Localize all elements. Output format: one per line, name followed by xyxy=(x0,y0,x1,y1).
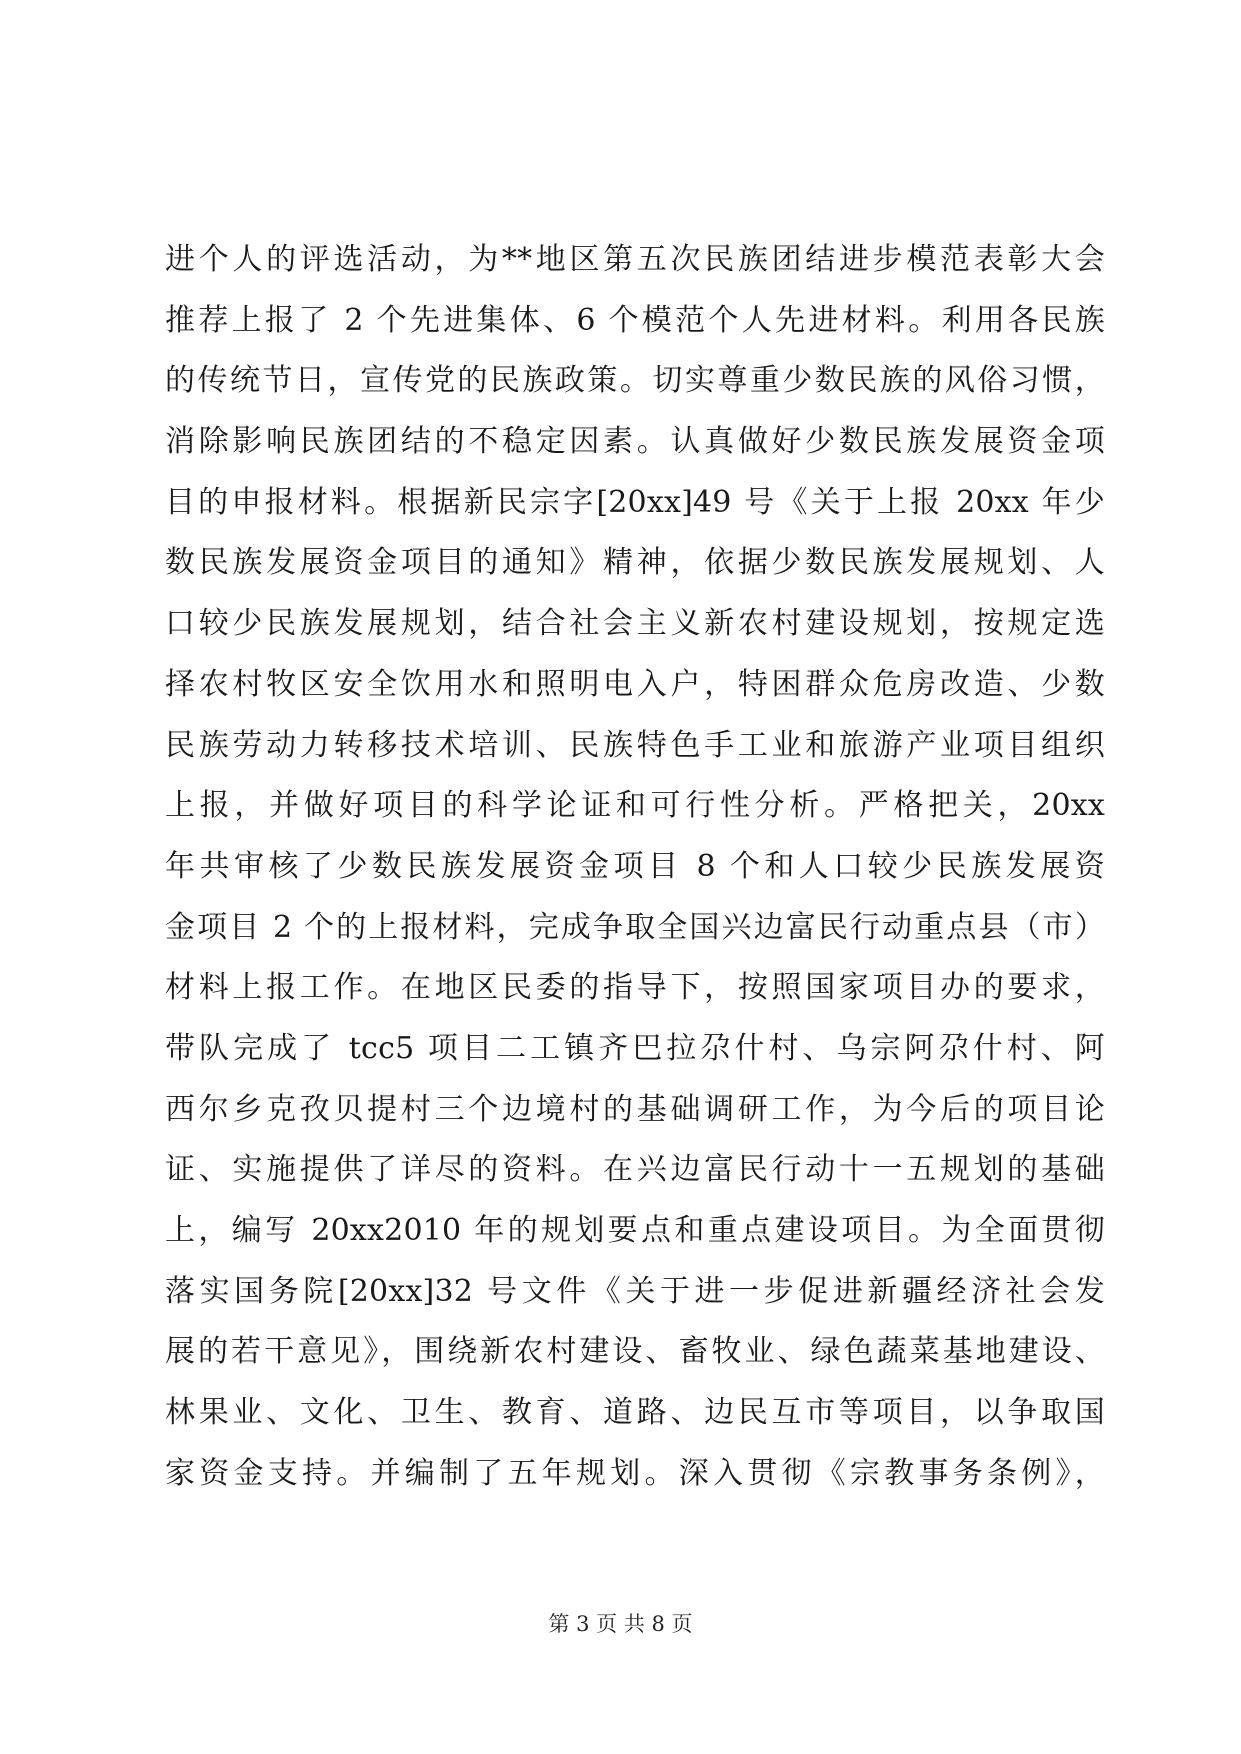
text-line-5: 目的申报材料。根据新民宗字[20xx]49 号《关于上报 20xx 年少 xyxy=(165,484,1105,520)
text-line-4: 消除影响民族团结的不稳定因素。认真做好少数民族发展资金项 xyxy=(165,424,1105,460)
text-line-13: 材料上报工作。在地区民委的指导下，按照国家项目办的要求， xyxy=(165,970,1105,1006)
text-line-21: 家资金支持。并编制了五年规划。深入贯彻《宗教事务条例》， xyxy=(165,1455,1105,1491)
text-line-15: 西尔乡克孜贝提村三个边境村的基础调研工作，为今后的项目论 xyxy=(165,1091,1105,1127)
text-line-19: 展的若干意见》，围绕新农村建设、畜牧业、绿色蔬菜基地建设、 xyxy=(165,1334,1105,1370)
text-line-9: 民族劳动力转移技术培训、民族特色手工业和旅游产业项目组织 xyxy=(165,727,1105,763)
text-line-14: 带队完成了 tcc5 项目二工镇齐巴拉尕什村、乌宗阿尕什村、阿 xyxy=(165,1030,1105,1066)
text-line-20: 林果业、文化、卫生、教育、道路、边民互市等项目，以争取国 xyxy=(165,1395,1105,1431)
text-line-1: 进个人的评选活动，为**地区第五次民族团结进步模范表彰大会 xyxy=(165,242,1105,277)
text-line-8: 择农村牧区安全饮用水和照明电入户，特困群众危房改造、少数 xyxy=(165,666,1105,702)
text-line-17: 上，编写 20xx2010 年的规划要点和重点建设项目。为全面贯彻 xyxy=(165,1213,1105,1248)
body-text xyxy=(165,230,1105,1504)
text-line-18: 落实国务院[20xx]32 号文件《关于进一步促进新疆经济社会发 xyxy=(165,1273,1105,1309)
text-line-6: 数民族发展资金项目的通知》精神，依据少数民族发展规划、人 xyxy=(165,545,1105,581)
text-line-3: 的传统节日，宣传党的民族政策。切实尊重少数民族的风俗习惯， xyxy=(165,363,1105,399)
text-line-10: 上报，并做好项目的科学论证和可行性分析。严格把关，20xx xyxy=(165,788,1105,824)
text-line-12: 金项目 2 个的上报材料，完成争取全国兴边富民行动重点县（市） xyxy=(165,909,1105,945)
text-line-2: 推荐上报了 2 个先进集体、6 个模范个人先进材料。利用各民族 xyxy=(165,302,1105,338)
text-line-7: 口较少民族发展规划，结合社会主义新农村建设规划，按规定选 xyxy=(165,606,1105,642)
page-number-footer: 第 3 页 共 8 页 xyxy=(548,1612,693,1636)
text-line-16: 证、实施提供了详尽的资料。在兴边富民行动十一五规划的基础 xyxy=(165,1152,1105,1188)
text-line-11: 年共审核了少数民族发展资金项目 8 个和人口较少民族发展资 xyxy=(165,848,1105,884)
